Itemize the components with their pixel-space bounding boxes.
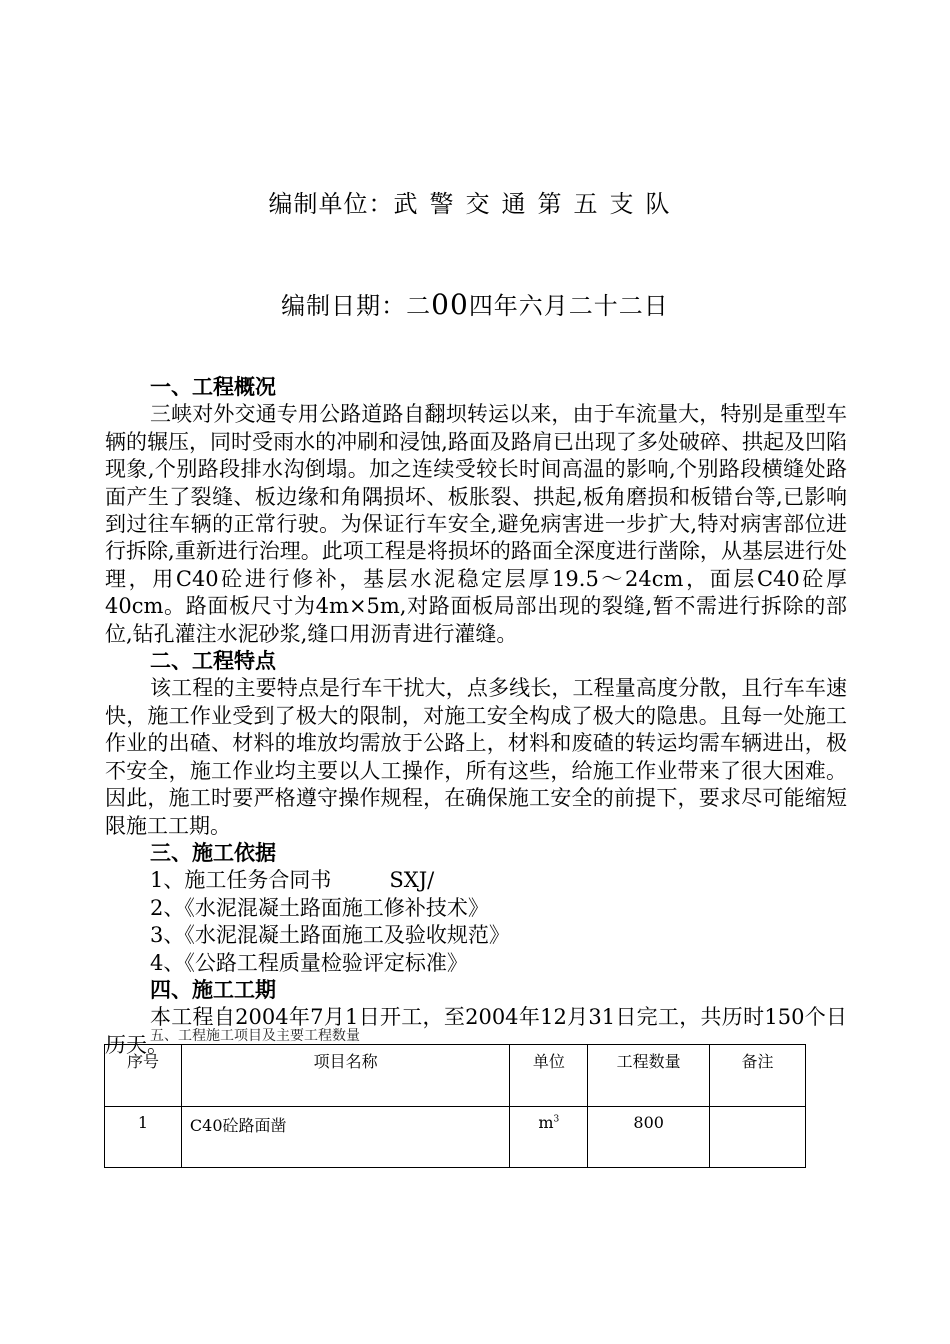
section-1-title: 一、工程概况 (150, 375, 276, 399)
unit-base: m (538, 1113, 554, 1132)
compiling-date-line (0, 286, 950, 321)
section-2-body: 该工程的主要特点是行车干扰大，点多线长，工程量高度分散，且行车车速快，施工作业受到了极大的限制，对施工安全构成了极大的隐患。且每一处施工作业的出碴、材料的堆放均需放于公路上，材料和废碴的转运均需车辆进出，极不安全，施工作业均主要以人工操作，所有这些，给施工作业带来了很大困难。因此，施工时要严格遵守操作规程，在确保施工安全的前提下，要求尽可能缩短限施工工期。 (105, 676, 847, 838)
basis-item-4: 4、《公路工程质量检验评定标准》 (150, 950, 468, 975)
compiling-unit-label: 编制单位： (268, 190, 394, 218)
cell-item-name: C40砼路面凿 (181, 1107, 509, 1168)
cell-note (710, 1107, 806, 1168)
quantity-table (104, 1044, 806, 1168)
unit-superscript: 3 (553, 1114, 560, 1125)
document-body (105, 374, 847, 1059)
section-4-body: 本工程自2004年7月1日开工，至2004年12月31日完工，共历时150个日历天。 (105, 1005, 847, 1057)
header-note: 备注 (710, 1045, 806, 1107)
header-unit: 单位 (510, 1045, 588, 1107)
date-part-2: 00 (431, 288, 469, 321)
compiling-date-label: 编制日期： (281, 292, 407, 320)
basis-item-3: 3、《水泥混凝土路面施工及验收规范》 (150, 923, 510, 948)
header-item-name: 项目名称 (181, 1045, 509, 1107)
table-header-row (105, 1045, 806, 1107)
basis-item-1 (105, 867, 847, 894)
cell-unit (510, 1107, 588, 1168)
contract-code: SXJ/ (389, 868, 435, 893)
section-4-title: 四、施工工期 (150, 977, 276, 1002)
basis-item-1-text: 1、施工任务合同书 (150, 868, 332, 893)
cell-quantity: 800 (588, 1107, 710, 1168)
header-quantity: 工程数量 (588, 1045, 710, 1107)
date-part-3: 四年六月二十二日 (468, 292, 669, 320)
table-row (105, 1107, 806, 1168)
table-caption: 五、工程施工项目及主要工程数量 (150, 1028, 360, 1044)
compiling-unit-line (0, 184, 950, 219)
date-part-1: 二 (406, 292, 432, 320)
section-3-title: 三、施工依据 (150, 840, 276, 865)
compiling-unit-name: 武警交通第五支队 (393, 190, 682, 218)
section-1-body: 三峡对外交通专用公路道路自翻坝转运以来，由于车流量大，特别是重型车辆的辗压，同时受雨水的冲刷和浸蚀,路面及路肩已出现了多处破碎、拱起及凹陷现象,个别路段排水沟倒塌。加之连续受较长时间高温的影响,个别路段横缝处路面产生了裂缝、板边缘和角隅损坏、板胀裂、拱起,板角磨损和板错台等,已影响到过往车辆的正常行驶。为保证行车安全,避免病害进一步扩大,特对病害部位进行拆除,重新进行治理。此项工程是将损坏的路面全深度进行凿除，从基层进行处理，用C40砼进行修补，基层水泥稳定层厚19.5～24cm，面层C40砼厚40cm。路面板尺寸为4m×5m,对路面板局部出现的裂缝,暂不需进行拆除的部位,钻孔灌注水泥砂浆,缝口用沥青进行灌缝。 (105, 402, 847, 646)
header-no: 序号 (105, 1045, 182, 1107)
section-2-title: 二、工程特点 (150, 649, 276, 674)
basis-item-2: 2、《水泥混凝土路面施工修补技术》 (150, 895, 489, 920)
cell-no: 1 (105, 1107, 182, 1168)
